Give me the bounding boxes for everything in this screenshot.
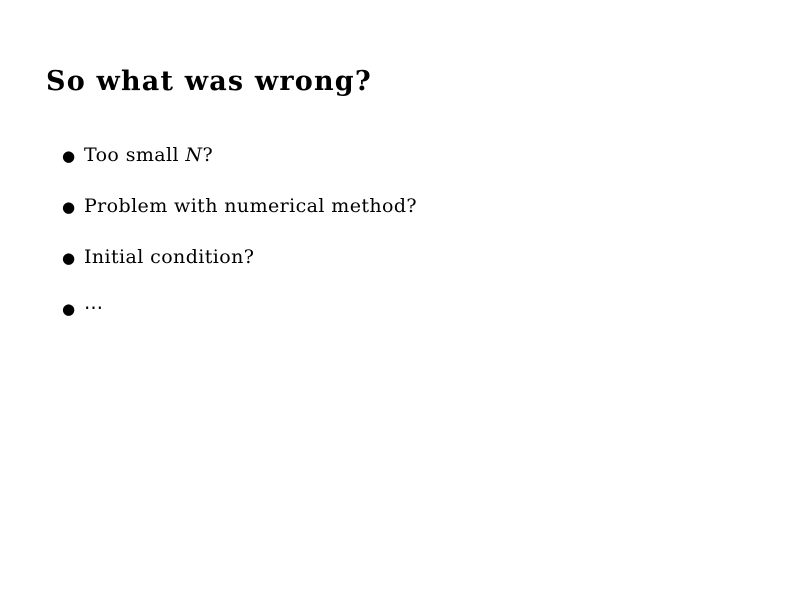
bullet-icon: ● bbox=[62, 249, 76, 267]
bullet-icon: ● bbox=[62, 300, 76, 318]
list-item-text bbox=[84, 143, 752, 167]
list-item bbox=[62, 143, 752, 168]
list-item-text bbox=[84, 194, 752, 218]
list-item-text bbox=[84, 245, 752, 269]
list-item-text-before: Problem with numerical method? bbox=[84, 195, 417, 217]
bullet-icon: ● bbox=[62, 147, 76, 165]
list-item-text-after: ? bbox=[202, 144, 214, 166]
list-item-text-before: Initial condition? bbox=[84, 246, 255, 268]
bullet-list bbox=[62, 143, 752, 347]
bullet-icon: ● bbox=[62, 198, 76, 216]
list-item bbox=[62, 245, 752, 270]
list-item-text bbox=[84, 296, 752, 320]
list-item-math: N bbox=[185, 144, 203, 166]
page-title: So what was wrong? bbox=[46, 66, 372, 97]
list-item bbox=[62, 194, 752, 219]
list-item-text-before: Too small bbox=[84, 144, 186, 166]
list-item-text-before: ⋯ bbox=[84, 297, 106, 319]
list-item bbox=[62, 296, 752, 321]
